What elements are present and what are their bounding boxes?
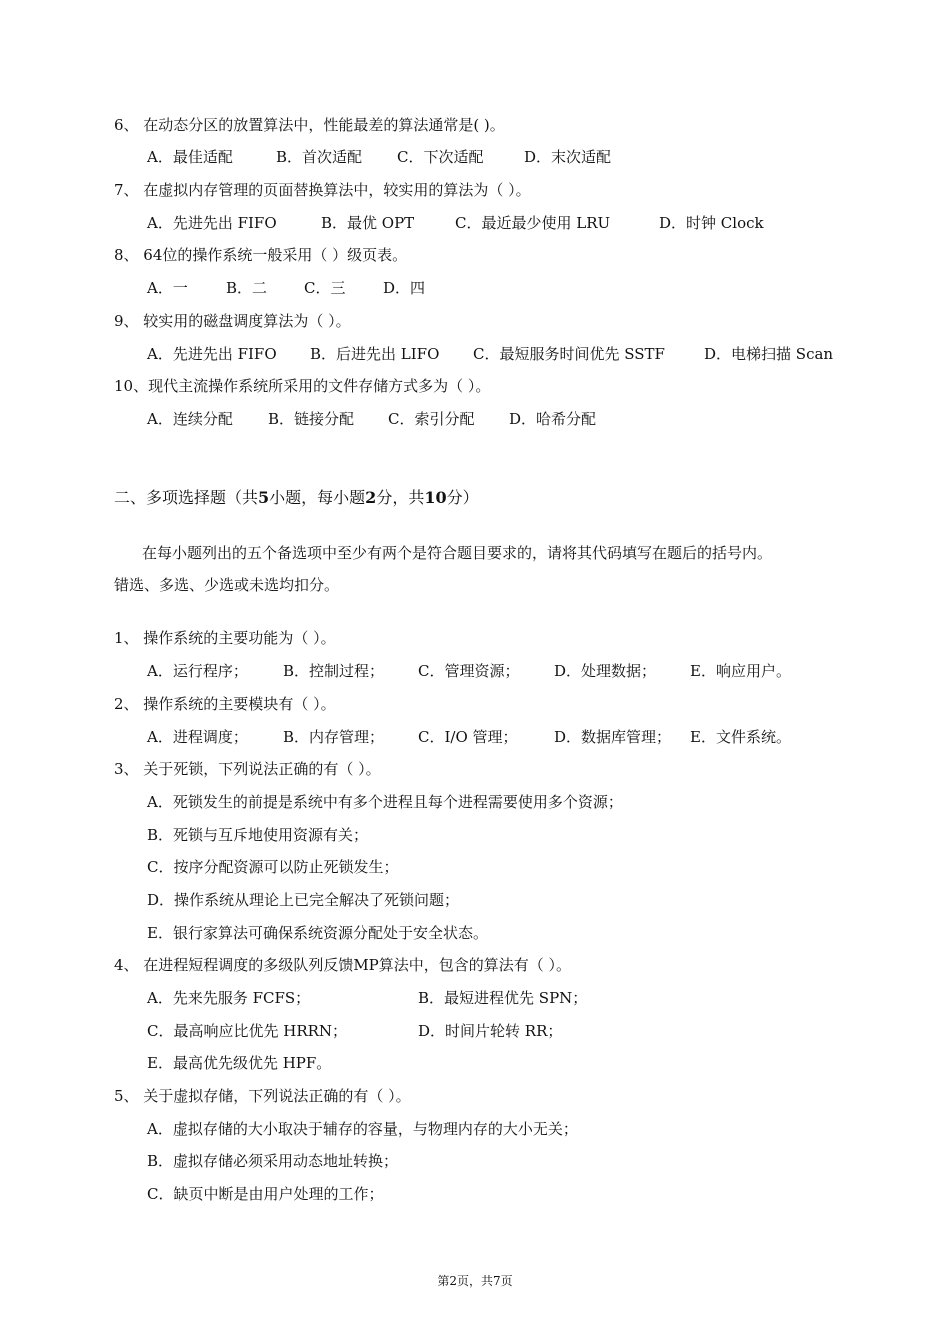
option-d: D．处理数据； <box>554 662 657 680</box>
option-a: A．死锁发生的前提是系统中有多个进程且每个进程需要使用多个资源； <box>147 793 623 811</box>
question-2-stem: 2、 操作系统的主要模块有（ ）。 <box>114 695 336 713</box>
option-c: C．最短服务时间优先 SSTF <box>473 345 665 363</box>
option-d: D．哈希分配 <box>509 410 597 428</box>
option-c: C．下次适配 <box>397 148 484 166</box>
option-b: B．最短进程优先 SPN； <box>418 989 588 1007</box>
question-10-stem: 10、现代主流操作系统所采用的文件存储方式多为（ ）。 <box>114 377 491 395</box>
question-6-stem: 6、 在动态分区的放置算法中，性能最差的算法通常是( )。 <box>114 116 505 134</box>
section-title: 二、多项选择题（共5小题，每小题2分，共10分） <box>114 488 479 507</box>
question-1-stem: 1、 操作系统的主要功能为（ ）。 <box>114 629 336 647</box>
option-a: A．运行程序； <box>147 662 248 680</box>
section-instruction: 在每小题列出的五个备选项中至少有两个是符合题目要求的，请将其代码填写在题后的括号内。 <box>142 544 773 562</box>
option-a: A．先进先出 FIFO <box>147 345 277 363</box>
option-b: B．链接分配 <box>268 410 355 428</box>
option-d: D．操作系统从理论上已完全解决了死锁问题； <box>147 891 460 909</box>
option-b: B．虚拟存储必须采用动态地址转换； <box>147 1152 399 1170</box>
question-5-stem: 5、 关于虚拟存储，下列说法正确的有（ ）。 <box>114 1087 411 1105</box>
option-a: A．先来先服务 FCFS； <box>147 989 311 1007</box>
option-b: B．最优 OPT <box>321 214 415 232</box>
option-a: A．先进先出 FIFO <box>147 214 277 232</box>
option-c: C．管理资源； <box>418 662 520 680</box>
option-c: C．I/O 管理； <box>418 728 518 746</box>
option-a: A．连续分配 <box>147 410 233 428</box>
option-a: A．最佳适配 <box>147 148 233 166</box>
question-7-stem: 7、 在虚拟内存管理的页面替换算法中，较实用的算法为（ ）。 <box>114 181 531 199</box>
option-b: B．首次适配 <box>276 148 363 166</box>
question-9-stem: 9、 较实用的磁盘调度算法为（ ）。 <box>114 312 351 330</box>
option-a: A．进程调度； <box>147 728 248 746</box>
option-d: D．四 <box>383 279 426 297</box>
option-c: C．最高响应比优先 HRRN； <box>147 1022 348 1040</box>
option-d: D．数据库管理； <box>554 728 672 746</box>
option-e: E．最高优先级优先 HPF。 <box>147 1054 332 1072</box>
section-instruction-continued: 错选、多选、少选或未选均扣分。 <box>114 576 340 594</box>
option-e: E．银行家算法可确保系统资源分配处于安全状态。 <box>147 924 488 942</box>
option-d: D．时钟 Clock <box>659 214 764 232</box>
option-d: D．电梯扫描 Scan <box>704 345 834 363</box>
question-3-stem: 3、 关于死锁，下列说法正确的有（ ）。 <box>114 760 381 778</box>
option-d: D．时间片轮转 RR； <box>418 1022 563 1040</box>
page-number: 第2页，共7页 <box>437 1274 513 1288</box>
option-d: D．末次适配 <box>524 148 612 166</box>
question-8-stem: 8、 64位的操作系统一般采用（ ）级页表。 <box>114 246 408 264</box>
option-e: E．响应用户。 <box>690 662 791 680</box>
option-c: C．按序分配资源可以防止死锁发生； <box>147 858 399 876</box>
option-b: B．死锁与互斥地使用资源有关； <box>147 826 369 844</box>
option-b: B．内存管理； <box>283 728 385 746</box>
question-4-stem: 4、 在进程短程调度的多级队列反馈MP算法中，包含的算法有（ ）。 <box>114 956 572 974</box>
option-b: B．二 <box>226 279 268 297</box>
option-c: C．最近最少使用 LRU <box>455 214 611 232</box>
option-c: C．缺页中断是由用户处理的工作； <box>147 1185 384 1203</box>
option-c: C．索引分配 <box>388 410 475 428</box>
option-c: C．三 <box>304 279 346 297</box>
option-b: B．后进先出 LIFO <box>310 345 440 363</box>
option-a: A．虚拟存储的大小取决于辅存的容量，与物理内存的大小无关； <box>147 1120 578 1138</box>
option-a: A．一 <box>147 279 188 297</box>
option-b: B．控制过程； <box>283 662 385 680</box>
option-e: E．文件系统。 <box>690 728 791 746</box>
